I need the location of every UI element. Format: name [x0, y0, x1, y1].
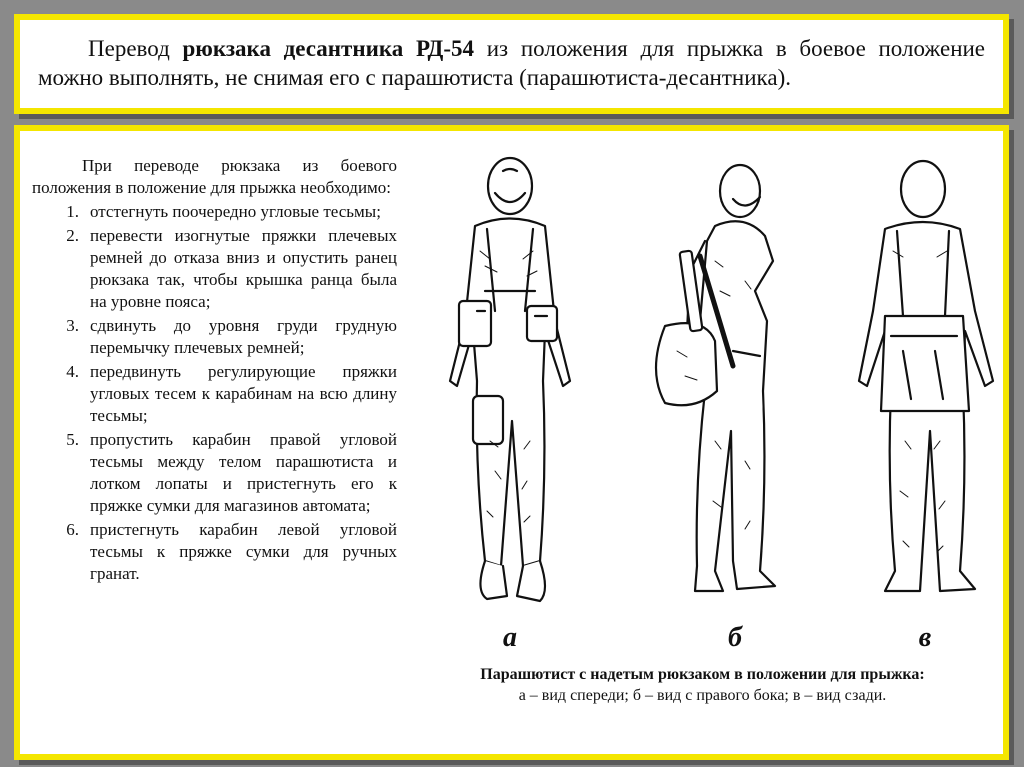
step-item — [32, 519, 397, 585]
step-number: 4. — [66, 362, 79, 381]
step-text: пристегнуть карабин левой угловой тесьмы к пряжке сумки для ручных гранат. — [90, 520, 397, 583]
paratrooper-back-figure — [859, 161, 993, 591]
content-box — [14, 125, 1009, 760]
paratrooper-front-figure — [450, 158, 570, 601]
step-number: 3. — [66, 316, 79, 335]
figure-label-b: б — [728, 622, 742, 653]
header-bold-term: рюкзака десантника РД-54 — [182, 36, 475, 61]
paratrooper-illustration — [415, 141, 1005, 661]
step-item — [32, 201, 397, 223]
caption-title: Парашютист с надетым рюкзаком в положении для прыжка: — [480, 666, 925, 683]
step-number: 2. — [66, 226, 79, 245]
figure-label-a: а — [503, 622, 517, 653]
step-item — [32, 361, 397, 427]
step-number: 6. — [66, 520, 79, 539]
step-number: 5. — [66, 430, 79, 449]
step-text: передвинуть регулирующие пряжки угловых тесем к карабинам на всю длину тесьмы; — [90, 362, 397, 425]
step-number: 1. — [66, 202, 79, 221]
step-text: перевести изогнутые пряжки плечевых ремней до отказа вниз и опустить ранец рюкзака так, чтобы крышка ранца была на уровне пояса; — [90, 226, 397, 311]
header-prefix: Перевод — [88, 36, 170, 61]
header-box — [14, 14, 1009, 114]
instructions-intro: При переводе рюкзака из боевого положения в положение для прыжка необходимо: — [32, 156, 397, 197]
paratrooper-side-figure — [656, 165, 775, 591]
step-text: отстегнуть поочередно угловые тесьмы; — [90, 202, 381, 221]
step-text: сдвинуть до уровня груди грудную перемычку плечевых ремней; — [90, 316, 397, 357]
step-text: пропустить карабин правой угловой тесьмы между телом парашютиста и лотком лопаты и пристегнуть его к пряжке сумки для магазинов автомата; — [90, 430, 397, 515]
step-item — [32, 429, 397, 517]
step-item — [32, 225, 397, 313]
header-rest: из положения для прыжка в боевое положение можно выполнять, не снимая его с парашютиста (парашютиста-десантника). — [38, 36, 986, 90]
instructions-column — [32, 155, 397, 587]
caption-text: а – вид спереди; б – вид с правого бока; в – вид сзади. — [518, 687, 887, 704]
figure-label-c: в — [918, 622, 932, 653]
step-item — [32, 315, 397, 359]
steps-list — [32, 201, 397, 585]
figure-caption — [410, 664, 995, 706]
